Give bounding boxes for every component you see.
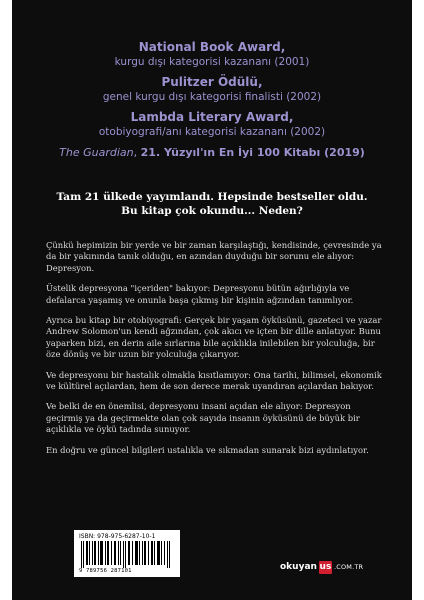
- barcode-bars: [79, 541, 175, 568]
- blurb-paragraph: Üstelik depresyona "içeriden" bakıyor: Depresyonu bütün ağırlığıyla ve defalarca yaşamış ve onunla başa çıkmış bir kişinin ağzından tanımlıyor.: [46, 283, 354, 305]
- blurb-paragraph: Ayrıca bu kitap bir otobiyografi: Gerçek bir yaşam öyküsünü, gazeteci ve yazar Andrew Solomon'un kendi ağzından, çok akıcı ve içten bir dille anlatıyor. Bunu yaparken bizi, en derin aile sırlarına bile açıklıkla inilebilen bir yolculuğa, bir öze dönüş ve bir uzun bir yolculuğa çıkarıyor.: [46, 315, 382, 360]
- award-description: otobiyografi/anı kategorisi kazananı (2002): [98, 126, 326, 138]
- awards-section: [12, 40, 412, 160]
- blurb-body: [46, 240, 386, 465]
- blurb-paragraph: En doğru ve güncel bilgileri ustalıkla ve sıkmadan sunarak bizi aydınlatıyor.: [46, 444, 369, 455]
- blurb-paragraph: Ve depresyonu bir hastalık olmakla kısıtlamıyor: Ona tarihi, bilimsel, ekonomik ve kültürel açılardan, hem de son derece merak uyandıran açılardan bakıyor.: [46, 369, 382, 392]
- tagline-line: Tam 21 ülkede yayımlandı. Hepsinde bestseller oldu.: [56, 191, 368, 203]
- award-description: genel kurgu dışı kategorisi finalisti (2002): [102, 91, 322, 103]
- logo-word: okuyan: [280, 562, 317, 572]
- tagline-line: Bu kitap çok okundu... Neden?: [121, 205, 303, 217]
- tagline: [12, 190, 412, 218]
- award-title: Pulitzer Ödülü,: [161, 75, 263, 89]
- blurb-paragraph: Ve belki de en önemlisi, depresyonu insani açıdan ele alıyor: Depresyon geçirmiş ya da geçirmekte olan çok sayıda insanın öyküsünü de büyük bir açıklıkla ve öykü tadında sunuyor.: [46, 401, 360, 435]
- publisher-logo: [280, 559, 363, 575]
- back-cover: [12, 0, 412, 600]
- guardian-list: 21. Yüzyıl'ın En İyi 100 Kitabı (2019): [140, 146, 365, 159]
- logo-mark-icon: [319, 561, 332, 574]
- guardian-publication: The Guardian: [59, 146, 134, 159]
- award-title: Lambda Literary Award,: [130, 110, 294, 124]
- logo-mark-text: us: [319, 562, 332, 572]
- blurb-paragraph: Çünkü hepimizin bir yerde ve bir zaman karşılaştığı, kendisinde, çevresinde ya da bir yakınında tanık olduğu, en azından duyduğu bir sorunu ele alıyor: Depresyon.: [46, 240, 382, 273]
- award-title: National Book Award,: [138, 40, 286, 54]
- guardian-separator: ,: [133, 146, 141, 159]
- isbn-label: ISBN: 978-975-6287-10-1: [79, 533, 156, 540]
- award-description: kurgu dışı kategorisi kazananı (2001): [114, 56, 310, 68]
- guardian-mention: [12, 145, 412, 160]
- barcode-digits: 9 789756 287101: [79, 568, 132, 574]
- logo-domain: .COM.TR: [333, 563, 364, 571]
- barcode: [74, 530, 180, 577]
